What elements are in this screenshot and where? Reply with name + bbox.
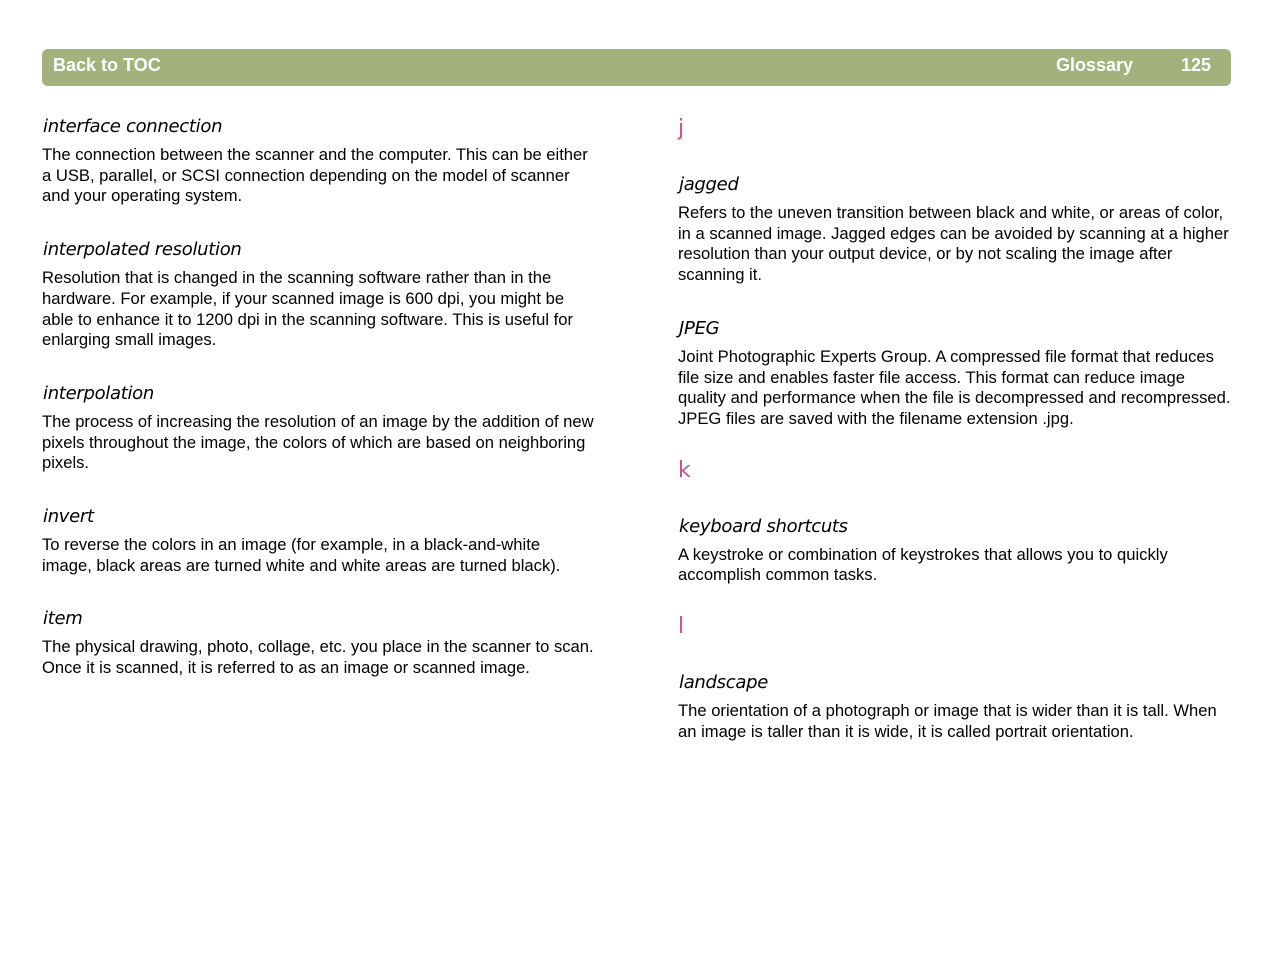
glossary-term: landscape xyxy=(679,672,768,694)
glossary-definition: Refers to the uneven transition between black and white, or areas of color, in a scanned image. Jagged edges can be avoided by scanning at a higher resolution than your output device, or by not scaling the image after scanning it. xyxy=(678,203,1229,285)
section-title: Glossary xyxy=(1056,55,1134,75)
glossary-entry xyxy=(42,382,594,474)
glossary-entry xyxy=(42,238,594,351)
page-number: 125 xyxy=(1181,55,1212,75)
left-column xyxy=(42,115,594,679)
back-to-toc-link[interactable]: Back to TOC xyxy=(53,55,161,75)
glossary-definition: Resolution that is changed in the scanning software rather than in the hardware. For example, if your scanned image is 600 dpi, you might be able to enhance it to 1200 dpi in the scanning software. This is useful for enlarging small images. xyxy=(42,268,574,350)
glossary-entry xyxy=(678,671,1234,742)
glossary-term: JPEG xyxy=(679,317,720,339)
glossary-entry xyxy=(678,515,1234,586)
glossary-term: interpolation xyxy=(43,382,154,404)
section-letter-l: l xyxy=(678,614,685,640)
header-bar xyxy=(42,49,1231,86)
glossary-definition: The process of increasing the resolution of an image by the addition of new pixels throughout the image, the colors of which are based on neighboring pixels. xyxy=(42,411,594,473)
glossary-term: jagged xyxy=(679,174,739,195)
glossary-definition: To reverse the colors in an image (for example, in a black-and-white image, black areas are turned white and white areas are turned black). xyxy=(42,535,561,575)
glossary-definition: The connection between the scanner and the computer. This can be either a USB, parallel, or SCSI connection depending on the model of scanner and your operating system. xyxy=(42,145,588,206)
glossary-definition: The orientation of a photograph or image that is wider than it is tall. When an image is taller than it is wide, it is called portrait orientation. xyxy=(678,701,1217,741)
glossary-term: item xyxy=(43,608,83,630)
right-column xyxy=(678,115,1234,742)
glossary-definition: The physical drawing, photo, collage, etc. you place in the scanner to scan. Once it is scanned, it is referred to as an image or scanned image. xyxy=(42,637,594,678)
glossary-entry xyxy=(42,505,594,576)
glossary-entry xyxy=(42,607,594,678)
section-letter-j: j xyxy=(678,116,685,141)
glossary-entry xyxy=(678,317,1234,430)
glossary-term: interface connection xyxy=(43,116,223,137)
glossary-entry xyxy=(678,173,1234,286)
section-letter-k: k xyxy=(678,457,691,483)
glossary-entry xyxy=(42,115,594,207)
glossary-term: invert xyxy=(43,506,94,528)
glossary-definition: A keystroke or combination of keystrokes that allows you to quickly accomplish common tasks. xyxy=(678,544,1168,585)
glossary-definition: Joint Photographic Experts Group. A compressed file format that reduces file size and enables faster file access. This format can reduce image quality and performance when the file is decompressed and recompressed. JPEG files are saved with the filename extension .jpg. xyxy=(678,346,1231,428)
glossary-term: keyboard shortcuts xyxy=(679,515,848,537)
glossary-term: interpolated resolution xyxy=(43,239,242,261)
